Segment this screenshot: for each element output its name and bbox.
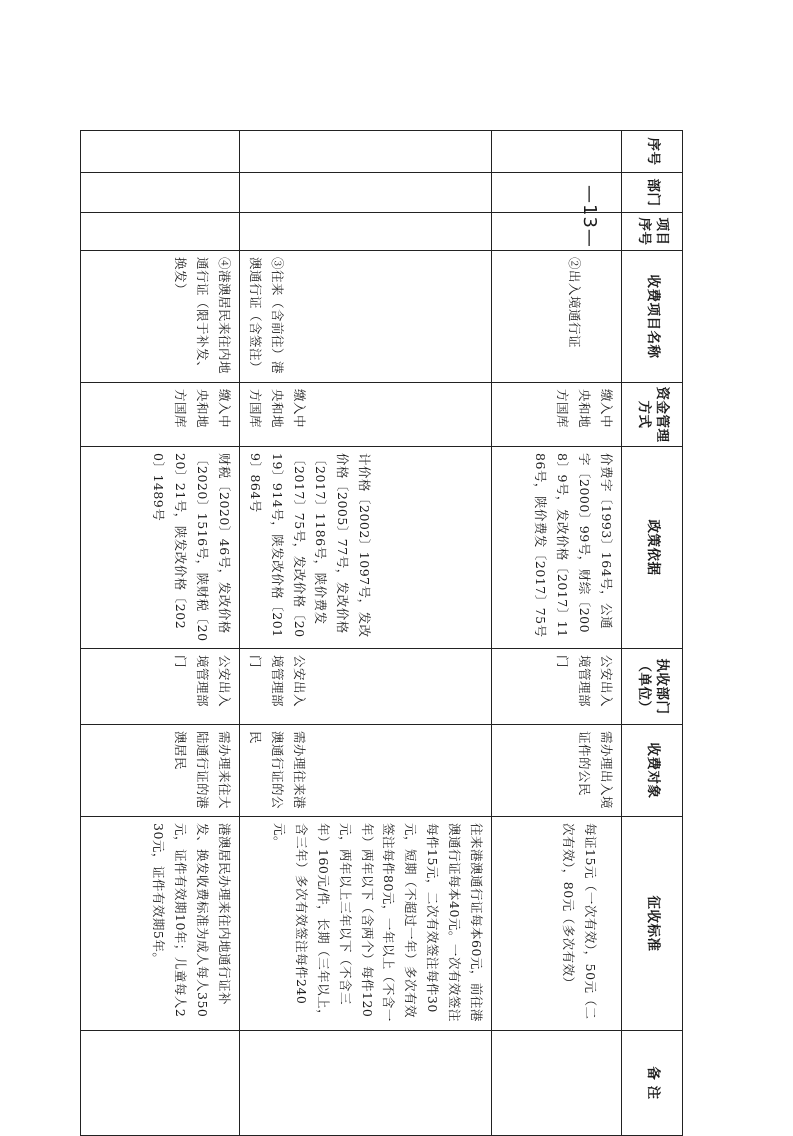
cell-fund: 缴入中央和地方国库 — [492, 383, 622, 447]
cell-dept — [492, 173, 622, 213]
cell-seq — [492, 131, 622, 173]
header-seq: 序号 — [622, 131, 683, 173]
cell-name: ④港澳居民来往内地通行证（限于补发、换发） — [81, 251, 240, 383]
header-name: 收费项目名称 — [622, 251, 683, 383]
cell-unit: 公安出入境管理部门 — [240, 649, 492, 725]
cell-fund: 缴入中央和地方国库 — [240, 383, 492, 447]
cell-standard: 每证15元（一次有效），50元（二次有效），80元（多次有效） — [492, 817, 622, 1031]
cell-remark — [240, 1031, 492, 1136]
cell-remark — [81, 1031, 240, 1136]
cell-item-seq — [81, 213, 240, 251]
header-dept: 部门 — [622, 173, 683, 213]
cell-item-seq — [240, 213, 492, 251]
cell-payer: 需办理出入境证件的公民 — [492, 725, 622, 817]
page-number: —13— — [579, 185, 600, 248]
header-item-seq: 项目序号 — [622, 213, 683, 251]
cell-name: ②出入境通行证 — [492, 251, 622, 383]
cell-remark — [492, 1031, 622, 1136]
table-header-row — [622, 131, 683, 1136]
cell-seq — [240, 131, 492, 173]
cell-seq — [81, 131, 240, 173]
cell-standard: 往来港澳通行证每本60元，前往港澳通行证每本40元。一次有效签注每件15元，二次有效签注每件30元，短期（不超过一年）多次有效签注每件80元，一年以上（不含一年）两年以下（含两个）每件120元，两年以上三年以下（不含三年）160元/件，长期（三年以上，含三年）多次有效签注每件240元。 — [240, 817, 492, 1031]
header-payer: 收费对象 — [622, 725, 683, 817]
cell-basis: 价费字〔1993〕164号，公通字〔2000〕99号，财综〔2008〕9号，发改价格〔2017〕1186号，陕价费发〔2017〕75号 — [492, 447, 622, 649]
header-standard: 征收标准 — [622, 817, 683, 1031]
cell-unit: 公安出入境管理部门 — [492, 649, 622, 725]
cell-payer: 需办理来往大陆通行证的港澳居民 — [81, 725, 240, 817]
table-row — [81, 131, 240, 1136]
cell-dept — [81, 173, 240, 213]
cell-basis: 财税〔2020〕46号，发改价格〔2020〕1516号，陕财税〔2020〕21号，陕发改价格〔2020〕1489号 — [81, 447, 240, 649]
header-remark: 备 注 — [622, 1031, 683, 1136]
header-basis: 政策依据 — [622, 447, 683, 649]
cell-dept — [240, 173, 492, 213]
cell-unit: 公安出入境管理部门 — [81, 649, 240, 725]
cell-name: ③往来（含前往）港澳通行证（含签注） — [240, 251, 492, 383]
header-fund: 资金管理方式 — [622, 383, 683, 447]
header-unit: 执收部门（单位） — [622, 649, 683, 725]
cell-payer: 需办理往来港澳通行证的公民 — [240, 725, 492, 817]
cell-item-seq — [492, 213, 622, 251]
cell-standard: 港澳居民办理来往内地通行证补发、换发收费标准为成人每人350元，证件有效期10年；儿童每人230元，证件有效期5年。 — [81, 817, 240, 1031]
cell-basis: 计价格〔2002〕1097号，发改价格〔2005〕77号，发改价格〔2017〕1186号，陕价费发〔2017〕75号，发改价格〔2019〕914号，陕发改价格〔2019〕864号 — [240, 447, 492, 649]
table-row — [240, 131, 492, 1136]
cell-fund: 缴入中央和地方国库 — [81, 383, 240, 447]
table-row — [492, 131, 622, 1136]
